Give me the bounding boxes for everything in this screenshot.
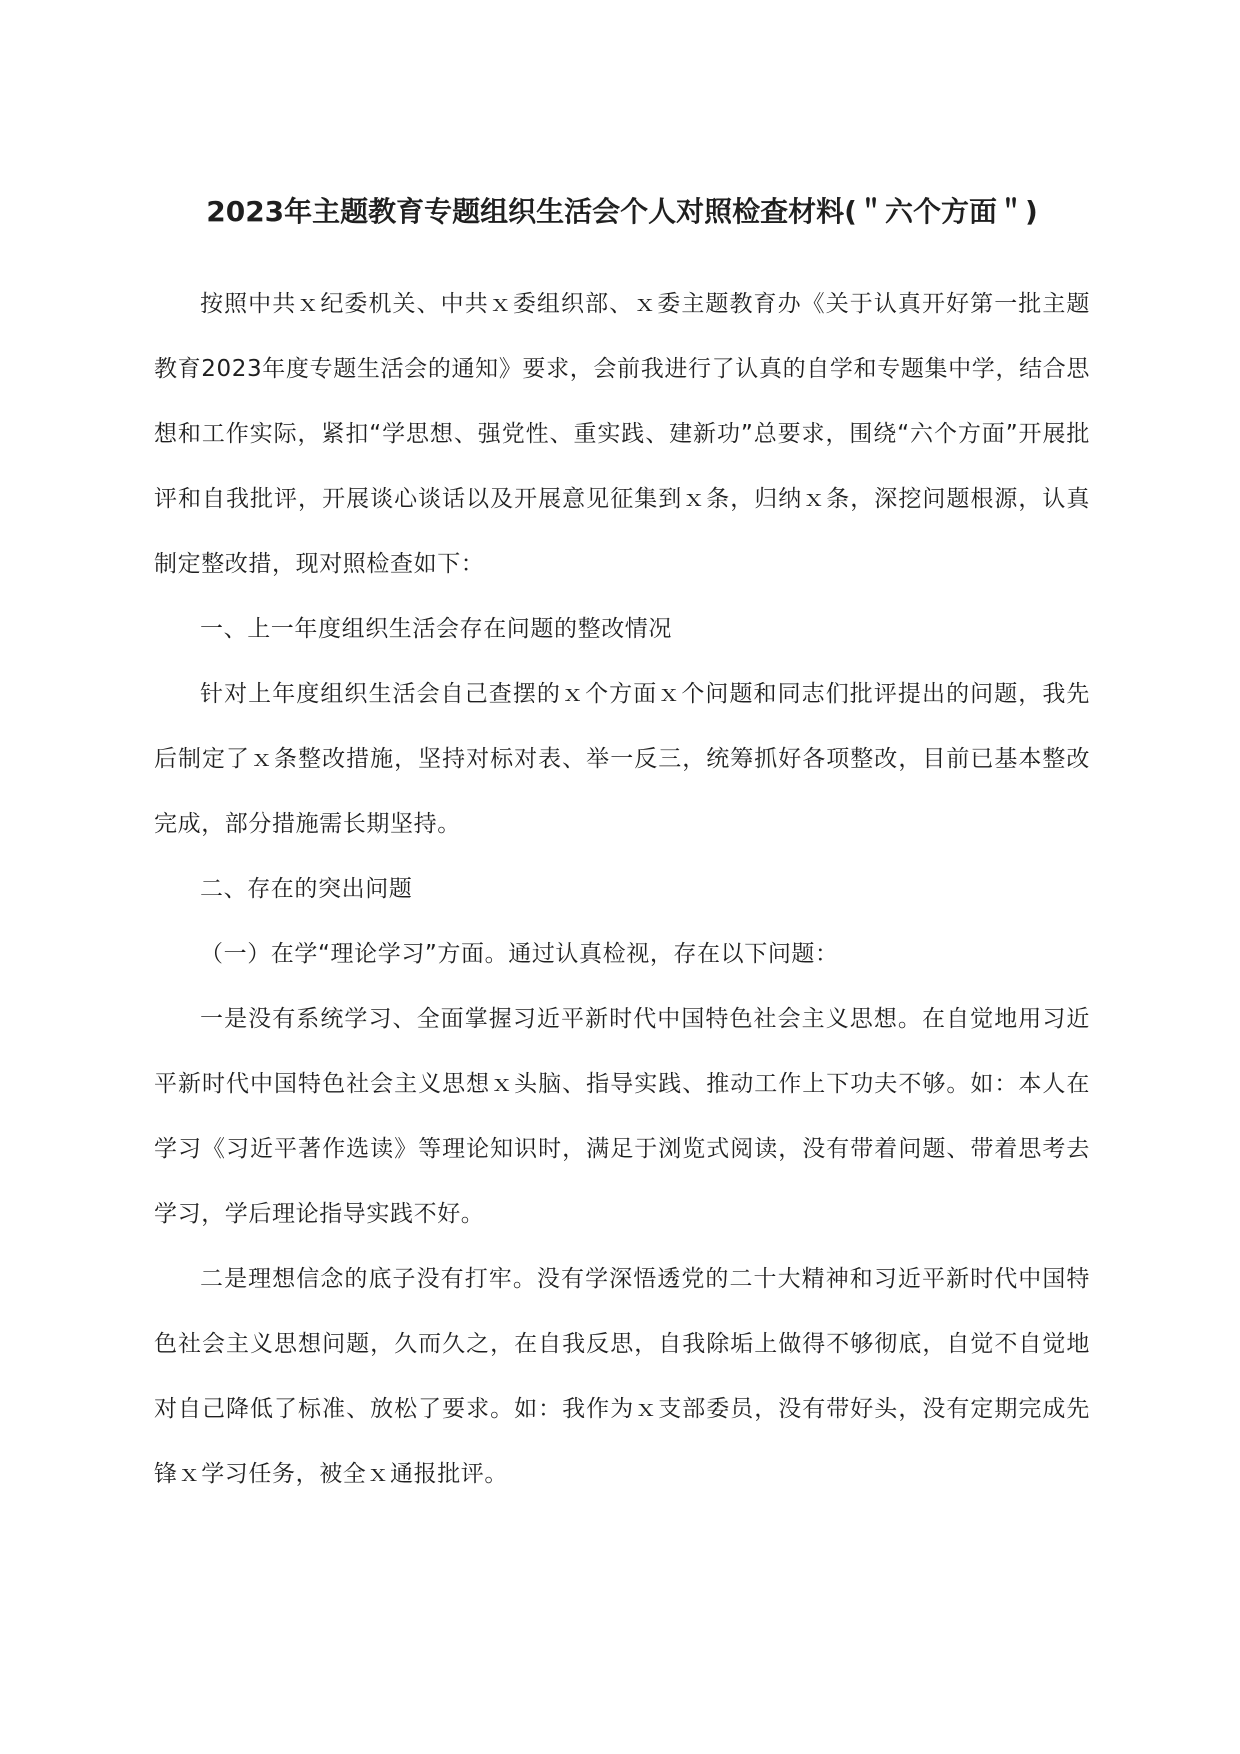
subsection-heading-1: （一）在学“理论学习”方面。通过认真检视，存在以下问题： xyxy=(200,941,839,967)
section-heading-1: 一、上一年度组织生活会存在问题的整改情况 xyxy=(200,616,672,642)
intro-paragraph: 按照中共ｘ纪委机关、中共ｘ委组织部、ｘ委主题教育办《关于认真开好第一批主题教育2023年度专题生活会的通知》要求，会前我进行了认真的自学和专题集中学，结合思想和工作实际，紧扣“学思想、强党性、重实践、建新功”总要求，围绕“六个方面”开展批评和自我批评，开展谈心谈话以及开展意见征集到ｘ条，归纳ｘ条，深挖问题根源，认真制定整改措，现对照检查如下： xyxy=(154,291,1090,577)
problem-paragraph-1: 一是没有系统学习、全面掌握习近平新时代中国特色社会主义思想。在自觉地用习近平新时代中国特色社会主义思想ｘ头脑、指导实践、推动工作上下功夫不够。如：本人在学习《习近平著作选读》等理论知识时，满足于浏览式阅读，没有带着问题、带着思考去学习，学后理论指导实践不好。 xyxy=(154,1006,1090,1227)
problem-paragraph-2: 二是理想信念的底子没有打牢。没有学深悟透党的二十大精神和习近平新时代中国特色社会主义思想问题，久而久之，在自我反思，自我除垢上做得不够彻底，自觉不自觉地对自己降低了标准、放松了要求。如：我作为ｘ支部委员，没有带好头，没有定期完成先锋ｘ学习任务，被全ｘ通报批评。 xyxy=(154,1266,1090,1487)
document-title: 2023年主题教育专题组织生活会个人对照检查材料(＂六个方面＂) xyxy=(206,195,1038,228)
section-1-paragraph: 针对上年度组织生活会自己查摆的ｘ个方面ｘ个问题和同志们批评提出的问题，我先后制定了ｘ条整改措施，坚持对标对表、举一反三，统筹抓好各项整改，目前已基本整改完成，部分措施需长期坚持。 xyxy=(154,681,1090,837)
document-body xyxy=(154,190,1090,1507)
section-heading-2: 二、存在的突出问题 xyxy=(200,876,413,902)
